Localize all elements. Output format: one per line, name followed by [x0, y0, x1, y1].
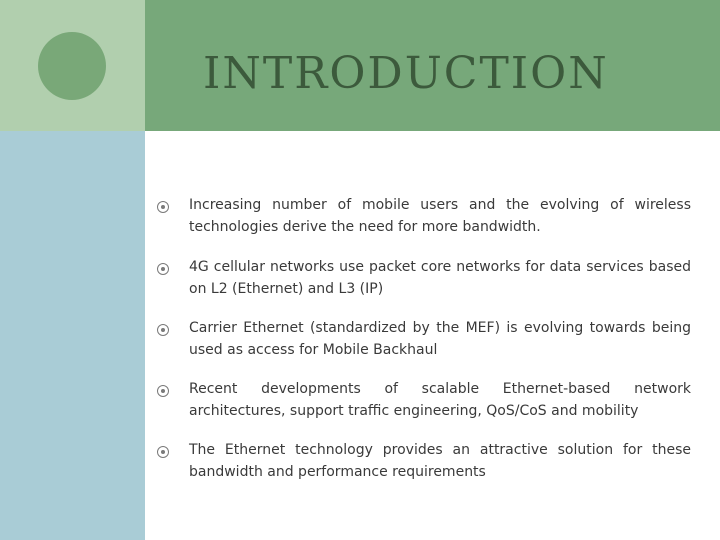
bullet-text: Recent developments of scalable Ethernet-based network architectures, support traffic engineering, QoS/CoS and mobility: [189, 381, 691, 419]
bullet-text: Carrier Ethernet (standardized by the MEF) is evolving towards being used as access for Mobile Backhaul: [189, 320, 691, 358]
circled-dot-bullet-icon: [157, 263, 169, 275]
circled-dot-bullet-icon: [157, 385, 169, 397]
slide-title: INTRODUCTION: [203, 48, 609, 99]
left-sidebar-strip: [0, 131, 145, 540]
slide-content: [145, 131, 720, 540]
bullet-text: Increasing number of mobile users and the evolving of wireless technologies derive the need for more bandwidth.: [189, 197, 691, 235]
corner-block: [0, 0, 145, 131]
circled-dot-bullet-icon: [157, 446, 169, 458]
circled-dot-bullet-icon: [157, 201, 169, 213]
bullet-text: 4G cellular networks use packet core networks for data services based on L2 (Ethernet) and L3 (IP): [189, 259, 691, 297]
bullet-text: The Ethernet technology provides an attractive solution for these bandwidth and performance requirements: [189, 442, 691, 480]
decorative-circle: [38, 32, 106, 100]
title-band: [145, 0, 720, 131]
circled-dot-bullet-icon: [157, 324, 169, 336]
